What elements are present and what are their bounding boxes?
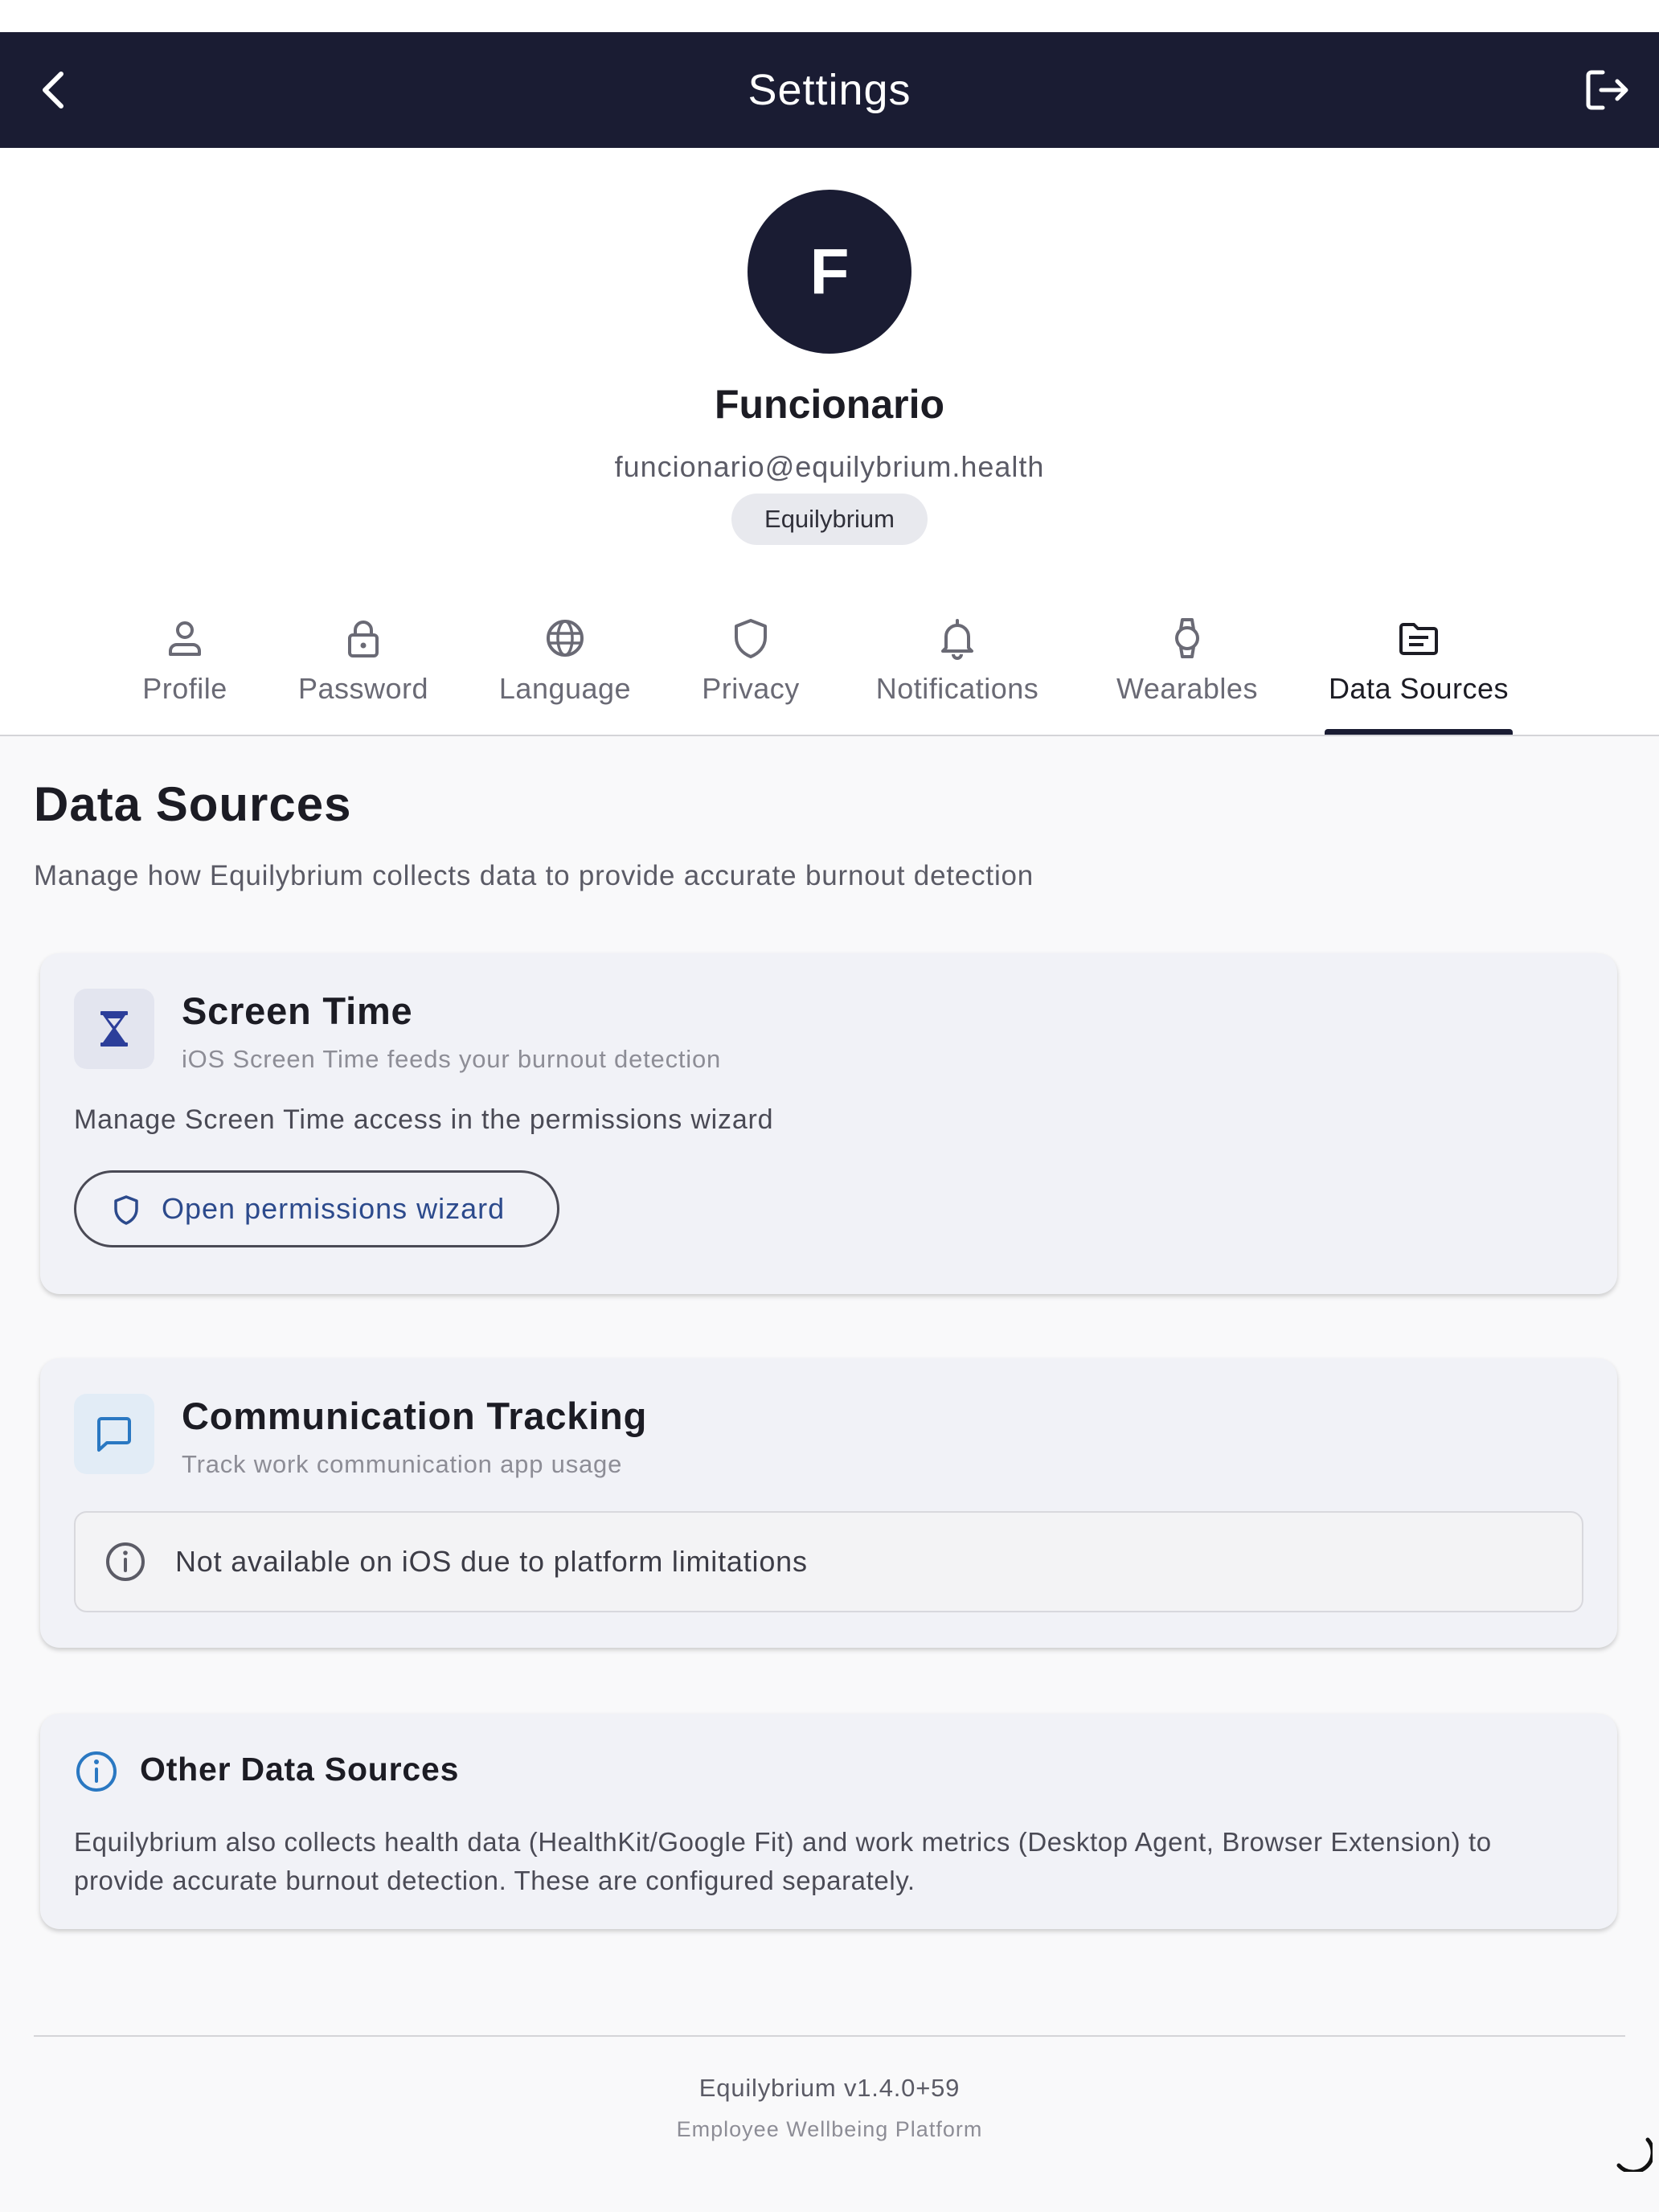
tab-label: Data Sources <box>1328 672 1509 705</box>
communication-tracking-title: Communication Tracking <box>182 1395 648 1437</box>
other-data-sources-card <box>40 1714 1617 1929</box>
globe-icon <box>543 616 588 661</box>
avatar: F <box>748 190 911 354</box>
status-bar-area <box>0 0 1659 32</box>
communication-tracking-subtitle: Track work communication app usage <box>182 1450 623 1478</box>
user-email: funcionario@equilybrium.health <box>614 450 1045 483</box>
platform-limitation-text: Not available on iOS due to platform limitations <box>175 1545 808 1578</box>
tab-label: Privacy <box>702 672 800 705</box>
tab-label: Wearables <box>1116 672 1258 705</box>
tab-label: Password <box>297 672 429 705</box>
info-icon <box>74 1749 119 1794</box>
other-data-sources-description: Equilybrium also collects health data (HealthKit/Google Fit) and work metrics (Desktop Agent, Browser Extension) to provide accurate burnout detection. These are configured separately. <box>74 1827 1492 1895</box>
tab-data-sources[interactable] <box>1325 606 1513 735</box>
user-icon <box>162 616 207 661</box>
screen-time-icon-box <box>74 989 154 1069</box>
watch-icon <box>1165 616 1210 661</box>
tab-password[interactable] <box>289 606 437 735</box>
section-subtitle: Manage how Equilybrium collects data to provide accurate burnout detection <box>34 860 1034 891</box>
tab-label: Notifications <box>875 672 1039 705</box>
active-tab-indicator <box>1325 729 1513 735</box>
lock-icon <box>341 616 386 661</box>
bell-icon <box>935 616 980 661</box>
communication-icon-box <box>74 1394 154 1474</box>
organization-badge: Equilybrium <box>731 494 928 545</box>
tab-label: Profile <box>142 672 227 705</box>
profile-header <box>0 148 1659 736</box>
hourglass-icon <box>94 1009 134 1049</box>
open-permissions-wizard-label: Open permissions wizard <box>162 1192 506 1225</box>
screen-time-subtitle: iOS Screen Time feeds your burnout detection <box>182 1045 722 1073</box>
settings-tabs <box>0 606 1659 735</box>
communication-tracking-card <box>40 1358 1617 1648</box>
user-name: Funcionario <box>714 382 945 427</box>
shield-icon <box>110 1194 142 1226</box>
section-title: Data Sources <box>34 777 352 831</box>
screen-time-card <box>40 953 1617 1294</box>
shield-icon <box>728 616 773 661</box>
tab-wearables[interactable] <box>1111 606 1264 735</box>
tab-privacy[interactable] <box>693 606 809 735</box>
folder-icon <box>1396 616 1441 661</box>
tab-notifications[interactable] <box>865 606 1050 735</box>
logout-icon <box>1583 66 1632 114</box>
tab-label: Language <box>498 672 632 705</box>
app-tagline: Employee Wellbeing Platform <box>676 2117 983 2141</box>
page-title: Settings <box>748 66 911 114</box>
app-version: Equilybrium v1.4.0+59 <box>698 2074 961 2102</box>
screen-time-title: Screen Time <box>182 989 413 1032</box>
platform-limitation-notice <box>74 1511 1583 1612</box>
tab-profile[interactable] <box>121 606 249 735</box>
screen-time-description: Manage Screen Time access in the permissions wizard <box>74 1104 774 1135</box>
other-data-sources-title: Other Data Sources <box>140 1751 460 1788</box>
tab-language[interactable] <box>490 606 640 735</box>
logout-button[interactable] <box>1583 66 1632 114</box>
footer-divider <box>34 2035 1625 2037</box>
chat-icon <box>94 1414 134 1454</box>
info-icon <box>104 1541 146 1583</box>
top-app-bar <box>0 32 1659 148</box>
open-permissions-wizard-button[interactable] <box>74 1170 559 1247</box>
loading-spinner-icon <box>1612 2132 1653 2172</box>
